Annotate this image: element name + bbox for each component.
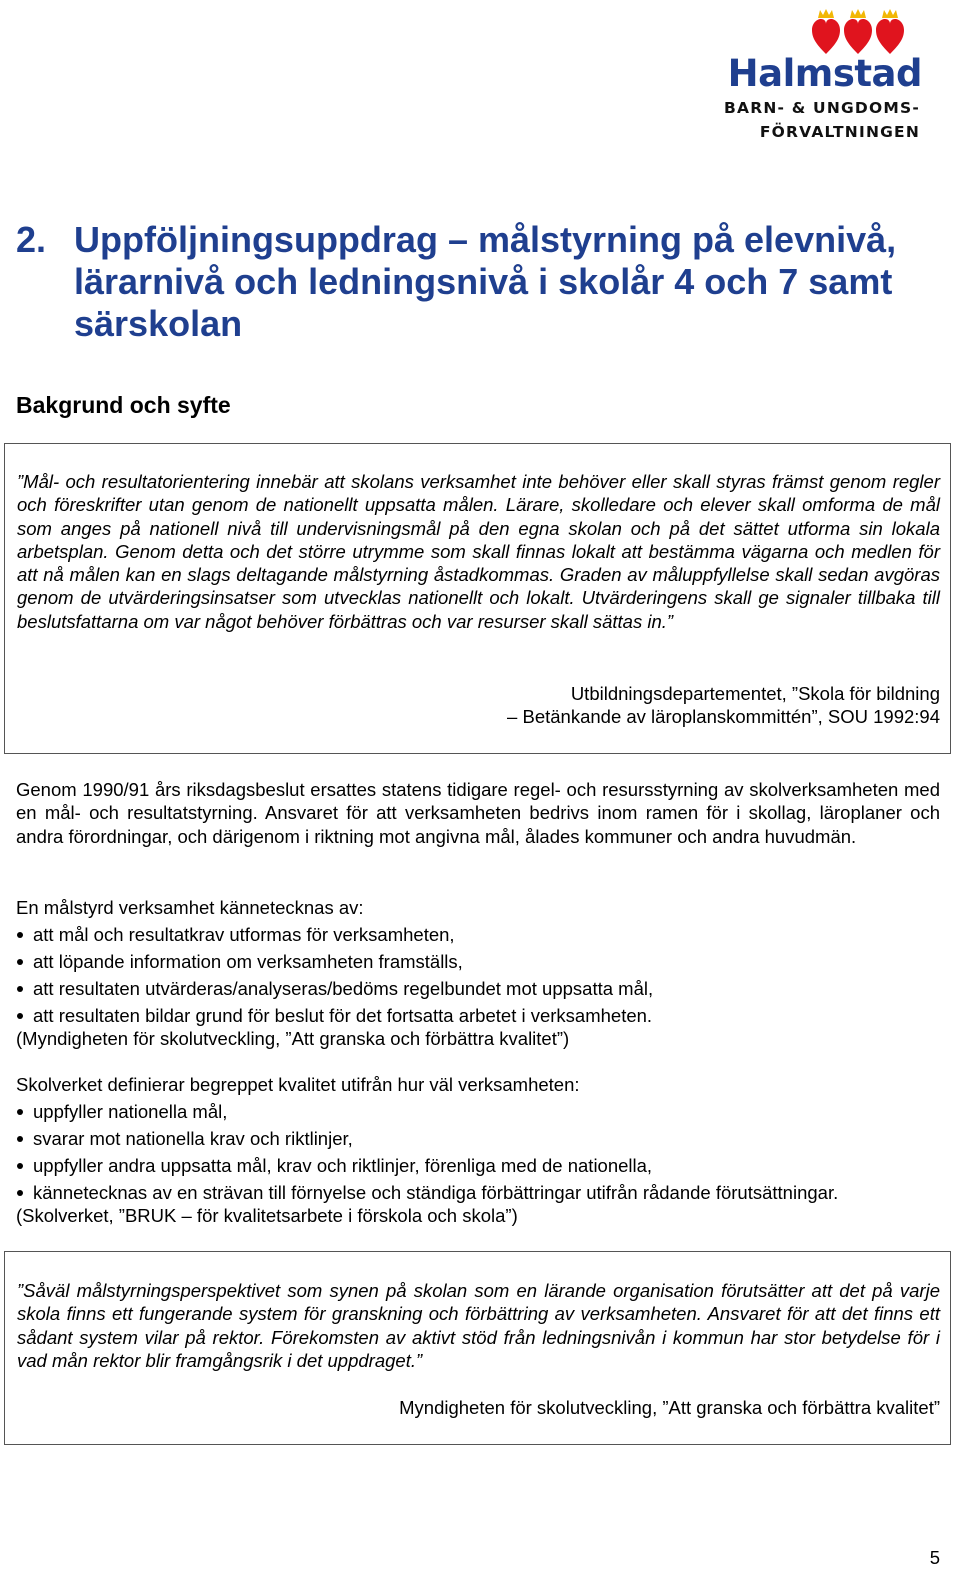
quote-source-line-2: – Betänkande av läroplanskommittén”, SOU 1992:94 — [507, 706, 940, 728]
logo-subtitle-line-2: FÖRVALTNINGEN — [759, 123, 920, 141]
quote-box-2 — [4, 1251, 951, 1445]
logo-name: Halmstad — [727, 52, 922, 95]
quote-source-line-1: Utbildningsdepartementet, ”Skola för bildning — [570, 683, 940, 704]
subheading: Bakgrund och syfte — [16, 392, 231, 418]
list-item — [16, 950, 946, 973]
list-item — [16, 923, 946, 946]
logo-subtitle-line-1: BARN- & UNGDOMS- — [723, 99, 920, 117]
quote-box-1 — [4, 443, 951, 754]
list-intro: En målstyrd verksamhet kännetecknas av: — [16, 897, 364, 918]
bullet-icon — [17, 1163, 23, 1169]
section-title: Uppföljningsuppdrag – målstyrning på elevnivå, lärarnivå och ledningsnivå i skolår 4 och 7 samt särskolan — [74, 219, 897, 344]
list-source: (Myndigheten för skolutveckling, ”Att granska och förbättra kvalitet”) — [16, 1028, 570, 1050]
halmstad-logo — [723, 6, 940, 141]
section-number: 2. — [16, 219, 47, 260]
logo-subtitle — [720, 96, 920, 144]
list-item-text: att löpande information om verksamheten framställs, — [33, 950, 463, 972]
bullet-icon — [17, 1109, 23, 1115]
bullet-icon — [17, 1136, 23, 1142]
list-item-text: uppfyller andra uppsatta mål, krav och riktlinjer, förenliga med de nationella, — [33, 1154, 653, 1176]
bullet-icon — [17, 932, 23, 938]
bullet-list — [16, 1100, 946, 1204]
list-item-text: uppfyller nationella mål, — [33, 1100, 228, 1122]
body-paragraph: Genom 1990/91 års riksdagsbeslut ersattes statens tidigare regel- och resursstyrning av skolverksamheten med en mål- och resultatstyrning. Ansvaret för att verksamheten bedrivs inom ramen för i skollag, läroplaner och andra förordningar, och därigenom i riktning mot angivna mål, ålades kommuner och andra huvudmän. — [16, 779, 940, 847]
hearts-crowns-emblem — [812, 6, 912, 56]
hearts-icon — [812, 19, 904, 54]
list-item-text: att resultaten utvärderas/analyseras/bedöms regelbundet mot uppsatta mål, — [33, 977, 654, 999]
list-intro: Skolverket definierar begreppet kvalitet utifrån hur väl verksamheten: — [16, 1074, 580, 1095]
list-item-text: kännetecknas av en strävan till förnyelse och ständiga förbättringar utifrån rådande förutsättningar. — [33, 1181, 839, 1203]
bullet-icon — [17, 959, 23, 965]
list-item — [16, 1127, 946, 1150]
bullet-icon — [17, 1013, 23, 1019]
list-item-text: att mål och resultatkrav utformas för verksamheten, — [33, 923, 455, 945]
quote-source — [507, 682, 940, 729]
characteristics-list-block — [16, 896, 946, 1051]
quote-text: ”Såväl målstyrningsperspektivet som synen på skolan som en lärande organisation förutsätter att det på varje skola finns ett fungerande system för granskning och förbättring av verksamheten. Ansvaret för att det finns ett sådant system vilar på rektor. Förekomsten av aktivt stöd från ledningsnivån i kommun har stor betydelse för i vad mån rektor blir framgångsrik i det uppdraget.” — [17, 1280, 940, 1371]
bullet-icon — [17, 1190, 23, 1196]
list-item — [16, 1004, 946, 1027]
list-item-text: svarar mot nationella krav och riktlinjer, — [33, 1127, 353, 1149]
list-item — [16, 1154, 946, 1177]
bullet-list — [16, 923, 946, 1027]
list-source: (Skolverket, ”BRUK – för kvalitetsarbete i förskola och skola”) — [16, 1205, 518, 1227]
list-item-text: att resultaten bildar grund för beslut för det fortsatta arbetet i verksamheten. — [33, 1004, 653, 1026]
bullet-icon — [17, 986, 23, 992]
list-item — [16, 1100, 946, 1123]
crowns-icon — [818, 9, 898, 18]
quote-source: Myndigheten för skolutveckling, ”Att granska och förbättra kvalitet” — [399, 1397, 940, 1418]
list-item — [16, 1181, 946, 1204]
list-item — [16, 977, 946, 1000]
quote-text: ”Mål- och resultatorientering innebär att skolans verksamhet inte behöver eller skall styras främst genom regler och föreskrifter utan genom de nationellt uppsatta målen. Lärare, skolledare och elever skall omforma de mål som anges på nationell nivå till undervisningsmål på den egna skolan och på det sättet utforma sin lokala arbetsplan. Genom detta och det större utrymme som skall finnas lokalt att bestämma vägarna och medlen för att nå målen kan en slags deltagande målstyrning åstadkommas. Graden av måluppfyllelse skall sedan avgöras genom de utvärderingsinsatser som utvecklas nationellt och lokalt. Utvärderingens skall ge signaler tillbaka till beslutsfattarna om var något behöver förbättras och var resurser skall sättas in.” — [17, 471, 940, 632]
quality-list-block — [16, 1073, 946, 1228]
page-number: 5 — [929, 1547, 940, 1568]
